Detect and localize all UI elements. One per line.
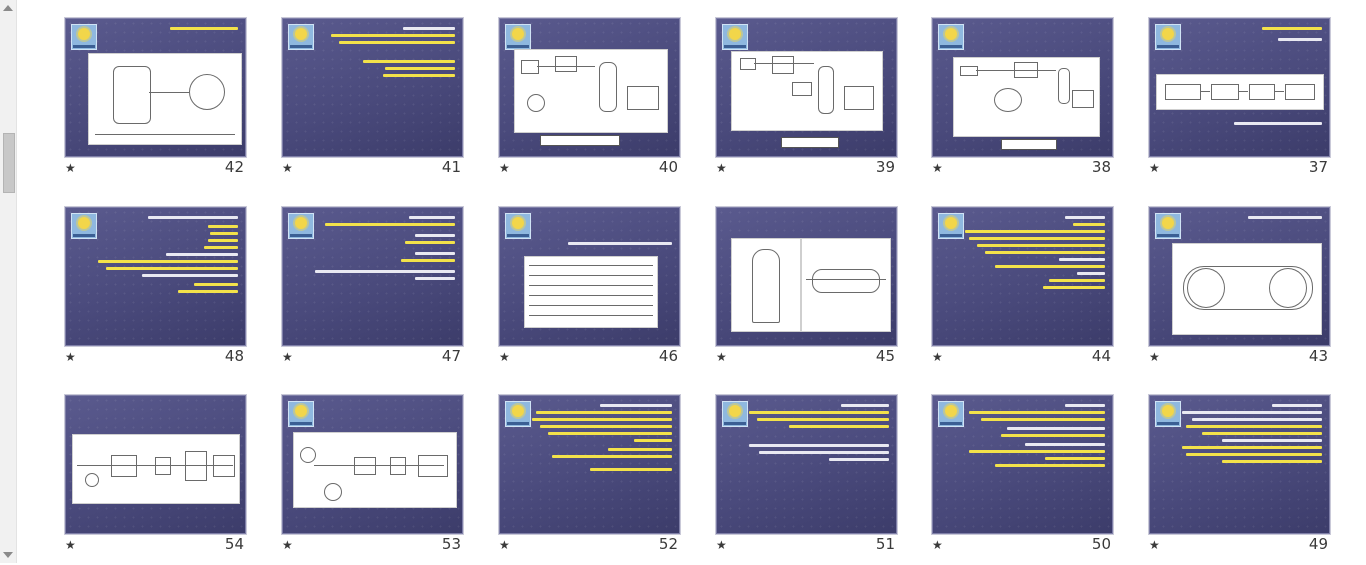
slide-thumbnail[interactable] xyxy=(282,18,463,157)
slide-number: 48 xyxy=(224,347,244,365)
animation-star-icon: ★ xyxy=(1149,538,1160,552)
vertical-scrollbar[interactable] xyxy=(0,0,17,563)
university-logo-icon xyxy=(71,24,97,50)
slide-thumbnail[interactable] xyxy=(716,395,897,534)
slide-54[interactable] xyxy=(65,395,250,565)
slide-53[interactable] xyxy=(282,395,467,565)
slide-number: 37 xyxy=(1308,158,1328,176)
slide-thumbnail[interactable] xyxy=(932,207,1113,346)
animation-star-icon: ★ xyxy=(932,538,943,552)
animation-star-icon: ★ xyxy=(65,350,76,364)
slide-thumbnail[interactable] xyxy=(65,207,246,346)
slide-thumbnail[interactable] xyxy=(499,18,680,157)
spectrometer-diagram-figure xyxy=(72,434,240,504)
instrument-diagram-figure xyxy=(514,49,668,133)
block-diagram-figure xyxy=(1156,74,1324,110)
animation-star-icon: ★ xyxy=(65,161,76,175)
spectrometer-diagram-figure xyxy=(293,432,457,508)
slide-47[interactable] xyxy=(282,207,467,377)
slide-number: 54 xyxy=(224,535,244,553)
slide-42[interactable] xyxy=(65,18,250,188)
animation-star-icon: ★ xyxy=(1149,161,1160,175)
animation-star-icon: ★ xyxy=(65,538,76,552)
animation-star-icon: ★ xyxy=(716,350,727,364)
slide-thumbnail[interactable] xyxy=(1149,395,1330,534)
scroll-down-arrow-icon[interactable] xyxy=(3,552,13,558)
slide-thumbnail[interactable] xyxy=(1149,207,1330,346)
slide-number: 46 xyxy=(658,347,678,365)
slide-thumbnail[interactable] xyxy=(282,395,463,534)
burner-figure xyxy=(801,238,891,332)
university-logo-icon xyxy=(938,24,964,50)
slide-thumbnail[interactable] xyxy=(716,207,897,346)
animation-star-icon: ★ xyxy=(932,350,943,364)
slide-number: 40 xyxy=(658,158,678,176)
slide-number: 42 xyxy=(224,158,244,176)
instrument-diagram-figure xyxy=(731,51,883,131)
university-logo-icon xyxy=(722,24,748,50)
slide-number: 47 xyxy=(441,347,461,365)
scrollbar-thumb[interactable] xyxy=(3,133,15,193)
slide-number: 52 xyxy=(658,535,678,553)
slide-50[interactable] xyxy=(932,395,1117,565)
slide-number: 50 xyxy=(1091,535,1111,553)
animation-star-icon: ★ xyxy=(282,161,293,175)
slide-thumbnail[interactable] xyxy=(932,18,1113,157)
slide-44[interactable] xyxy=(932,207,1117,377)
lamp-diagram-figure xyxy=(88,53,242,145)
slide-sorter-grid xyxy=(16,0,1366,563)
university-logo-icon xyxy=(288,401,314,427)
electrodeless-lamp-figure xyxy=(1172,243,1322,335)
slide-number: 49 xyxy=(1308,535,1328,553)
slide-number: 51 xyxy=(875,535,895,553)
slide-37[interactable] xyxy=(1149,18,1334,188)
slide-48[interactable] xyxy=(65,207,250,377)
slide-number: 41 xyxy=(441,158,461,176)
slide-46[interactable] xyxy=(499,207,684,377)
animation-star-icon: ★ xyxy=(282,538,293,552)
slide-51[interactable] xyxy=(716,395,901,565)
animation-star-icon: ★ xyxy=(282,350,293,364)
slide-thumbnail[interactable] xyxy=(932,395,1113,534)
animation-star-icon: ★ xyxy=(716,161,727,175)
animation-star-icon: ★ xyxy=(499,161,510,175)
animation-star-icon: ★ xyxy=(1149,350,1160,364)
slide-number: 44 xyxy=(1091,347,1111,365)
slide-thumbnail[interactable] xyxy=(65,395,246,534)
slide-thumbnail[interactable] xyxy=(716,18,897,157)
slide-number: 45 xyxy=(875,347,895,365)
slide-thumbnail[interactable] xyxy=(499,207,680,346)
slide-number: 39 xyxy=(875,158,895,176)
university-logo-icon xyxy=(505,213,531,239)
scroll-up-arrow-icon[interactable] xyxy=(3,5,13,11)
slide-43[interactable] xyxy=(1149,207,1334,377)
slide-38[interactable] xyxy=(932,18,1117,188)
animation-star-icon: ★ xyxy=(499,538,510,552)
university-logo-icon xyxy=(1155,213,1181,239)
slide-45[interactable] xyxy=(716,207,901,377)
slide-41[interactable] xyxy=(282,18,467,188)
slide-40[interactable] xyxy=(499,18,684,188)
instrument-diagram-figure xyxy=(953,57,1100,137)
slide-number: 38 xyxy=(1091,158,1111,176)
university-logo-icon xyxy=(505,24,531,50)
slide-number: 43 xyxy=(1308,347,1328,365)
slide-thumbnail[interactable] xyxy=(499,395,680,534)
slide-thumbnail[interactable] xyxy=(282,207,463,346)
flame-table-figure xyxy=(524,256,658,328)
slide-thumbnail[interactable] xyxy=(1149,18,1330,157)
slide-thumbnail[interactable] xyxy=(65,18,246,157)
animation-star-icon: ★ xyxy=(932,161,943,175)
burner-figure xyxy=(731,238,801,332)
slide-39[interactable] xyxy=(716,18,901,188)
slide-49[interactable] xyxy=(1149,395,1334,565)
university-logo-icon xyxy=(1155,24,1181,50)
animation-star-icon: ★ xyxy=(716,538,727,552)
animation-star-icon: ★ xyxy=(499,350,510,364)
university-logo-icon xyxy=(288,24,314,50)
slide-number: 53 xyxy=(441,535,461,553)
slide-52[interactable] xyxy=(499,395,684,565)
